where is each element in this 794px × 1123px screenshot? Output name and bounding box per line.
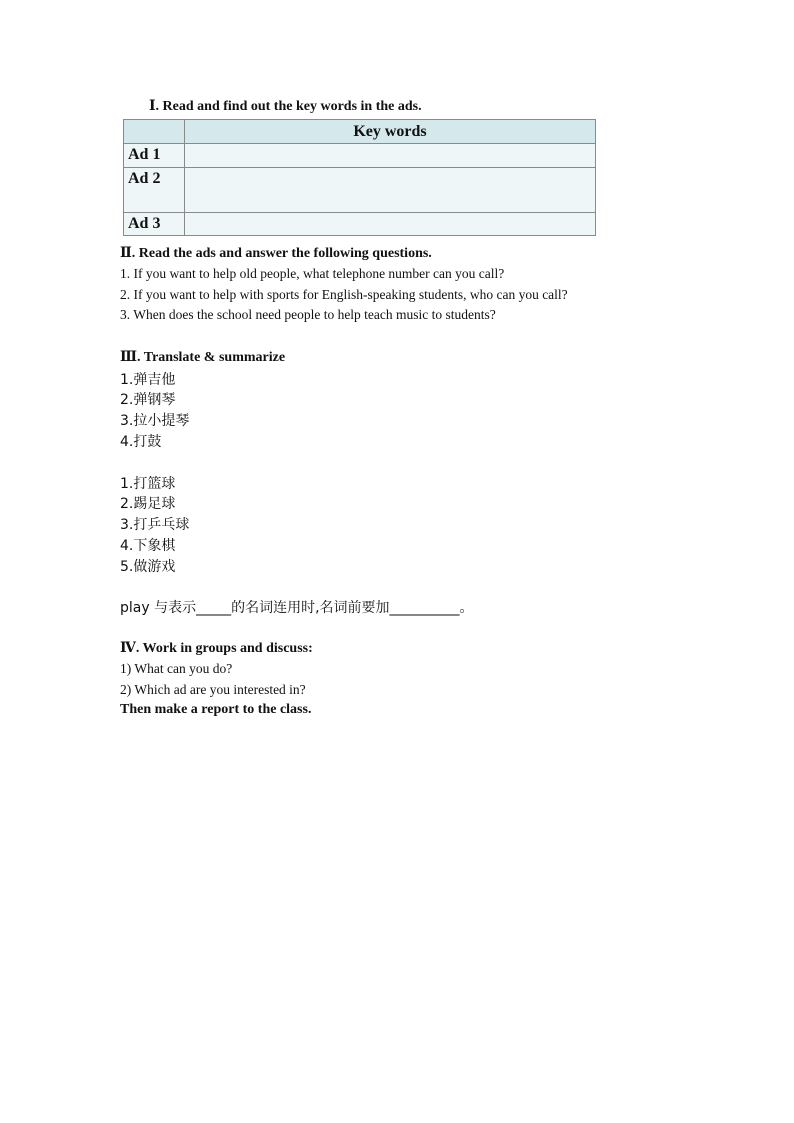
- grammar-rule: play 与表示_____的名词连用时,名词前要加__________。: [120, 600, 474, 616]
- discussion-item-2: 2) Which ad are you interested in?: [120, 682, 306, 697]
- section-3-heading: Ⅲ. Translate & summarize: [120, 350, 286, 365]
- ad-3-key-words-cell[interactable]: [185, 213, 596, 236]
- ad-1-key-words-cell[interactable]: [185, 144, 596, 168]
- section-4-heading: Ⅳ. Work in groups and discuss:: [120, 641, 313, 656]
- key-words-header-row: [124, 120, 596, 144]
- table-row: [124, 144, 596, 168]
- closing-instruction: Then make a report to the class.: [120, 702, 312, 717]
- sport-item-2: 2.踢足球: [120, 496, 176, 512]
- key-words-table: [123, 119, 596, 236]
- sport-item-5: 5.做游戏: [120, 559, 176, 575]
- table-row: [124, 168, 596, 213]
- ad-1-label: Ad 1: [124, 144, 185, 168]
- section-2-heading: Ⅱ. Read the ads and answer the following questions.: [120, 246, 432, 261]
- sport-item-3: 3.打乒乓球: [120, 517, 190, 533]
- table-row: [124, 213, 596, 236]
- music-item-4: 4.打鼓: [120, 434, 162, 450]
- section-1-heading: Ⅰ. Read and find out the key words in the ads.: [149, 99, 422, 114]
- table-corner-cell: [124, 120, 185, 144]
- music-item-2: 2.弹钢琴: [120, 392, 176, 408]
- sport-item-1: 1.打篮球: [120, 476, 176, 492]
- question-3: 3. When does the school need people to help teach music to students?: [120, 307, 496, 322]
- music-item-1: 1.弹吉他: [120, 372, 176, 388]
- key-words-column-header: Key words: [185, 120, 596, 144]
- discussion-item-1: 1) What can you do?: [120, 661, 233, 676]
- question-1: 1. If you want to help old people, what telephone number can you call?: [120, 266, 505, 281]
- ad-2-key-words-cell[interactable]: [185, 168, 596, 213]
- music-item-3: 3.拉小提琴: [120, 413, 190, 429]
- question-2: 2. If you want to help with sports for English-speaking students, who can you call?: [120, 287, 568, 302]
- ad-3-label: Ad 3: [124, 213, 185, 236]
- sport-item-4: 4.下象棋: [120, 538, 176, 554]
- ad-2-label: Ad 2: [124, 168, 185, 213]
